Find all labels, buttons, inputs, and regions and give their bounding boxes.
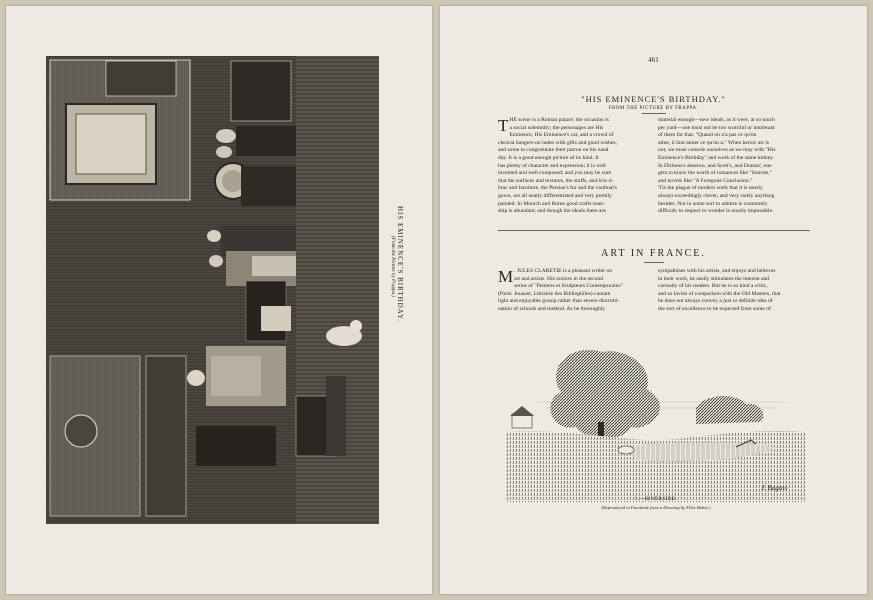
text-line: per yard—one must not be too scornful or intolerant	[658, 124, 775, 131]
text-line: has plenty of character and expression; it is well	[498, 162, 606, 169]
article1-title: "HIS EMINENCE'S BIRTHDAY."	[581, 94, 726, 104]
text-line: sympathises with his artists, and enjoys and believes	[658, 268, 776, 274]
article2-title: ART IN FRANCE.	[601, 248, 706, 259]
text-line: not, we must console ourselves as we may with "His	[658, 147, 776, 154]
text-line: in their work, he easily stimulates the interest and	[658, 275, 770, 282]
text-line: series of "Peintres et Sculpteurs Contemporains"	[514, 283, 623, 290]
text-line: day. It is a good enough picture of its kind. It	[498, 154, 599, 161]
text-line: . JULES CLARETIE is a pleasant writer on	[514, 268, 612, 274]
article2-column-1	[498, 268, 650, 314]
section-divider	[498, 230, 810, 231]
article1-column-2	[658, 117, 810, 216]
text-line: HE scene is a Roman palace; the occasion is	[509, 117, 609, 123]
text-line: (Paris: Jouaust, Librairie des Bibliophiles) contain	[498, 290, 611, 297]
riverside-figure	[506, 332, 806, 510]
text-line: painted. In Munich and Rome good crafts-man-	[498, 200, 605, 207]
text-line: and novels like "A Foregone Conclusion."	[658, 177, 753, 184]
article1-dropcap: T	[498, 116, 509, 135]
text-line: Eminence's Birthday" and work of the same kidney.	[658, 154, 775, 161]
text-line: clerical hangers-on laden with gifts and good wishes,	[498, 139, 617, 146]
text-line: he does not always convey a just or definite idea of	[658, 298, 773, 305]
text-line: art and artists. His notices in the second	[514, 275, 603, 282]
text-line: gets to know the worth of romances like "Sunrise,"	[658, 170, 773, 177]
plate-caption-credit: (From the Picture by Frappa.)	[390, 236, 395, 297]
text-line: Eminence, His Eminence's cat, and a crowd of	[509, 132, 614, 139]
plate-caption-title: HIS EMINENCE'S BIRTHDAY.	[396, 206, 404, 323]
text-line: brac and furniture, the Persian's fur and the cardinal's	[498, 185, 617, 192]
title-rule	[642, 113, 666, 114]
artist-signature: J. Bagnis	[761, 484, 788, 492]
text-line: 'Tis the plague of modern work that it is nearly	[658, 185, 763, 192]
plate-caption	[390, 206, 414, 406]
text-line: light and enjoyable gossip rather than severe discrimi-	[498, 298, 620, 305]
text-line: and so lavish of comparison with the Old Masters, that	[658, 290, 781, 297]
figure-credit: (Reproduced in Facsimile from a Drawing by Félix Buhot.)	[601, 505, 711, 510]
text-line: curiosity of his readers. But he is so kind a critic,	[658, 283, 768, 290]
text-line: difficult; to respect or wonder is mostly impossible.	[658, 208, 774, 215]
right-page	[440, 6, 867, 594]
text-line: In Dickens's absence, and Scott's, and Dumas', one	[658, 162, 772, 169]
engraving-plate	[46, 56, 379, 524]
article2-column-2	[658, 268, 810, 314]
text-line: besides. Not in some sort to admire is commonly	[658, 200, 768, 207]
text-line: material enough—new ideals, as it were, at so much	[658, 117, 775, 123]
text-line: a social solemnity; the personages are His	[509, 124, 604, 131]
left-page	[6, 6, 432, 594]
text-line: gown, are all neatly differentiated and very prettily	[498, 192, 612, 199]
page-number: 461	[648, 56, 659, 64]
text-line: of them for that. "Quand on n'a pas ce qu'on	[658, 132, 757, 139]
figure-caption: 1.—RIVERSIDE.	[634, 497, 678, 502]
text-line: ship is abundant; and though the ideals there are	[498, 208, 606, 215]
article1-column-1	[498, 117, 650, 216]
text-line: always exceedingly clever, and very rarely anything	[658, 192, 775, 199]
article2-dropcap: M	[498, 267, 514, 286]
text-line: nation of schools and method. As he thoroughly	[498, 305, 606, 312]
title-rule	[644, 262, 664, 263]
text-line: and some to congratulate their patron on his natal	[498, 147, 609, 154]
riverside-etching	[506, 332, 806, 502]
text-line: the sort of excellence to be expected from some of	[658, 305, 771, 312]
text-line: that the surfaces and textures, the stuffs, and bric-à-	[498, 177, 614, 184]
article1-subtitle: FROM THE PICTURE BY FRAPPA.	[608, 106, 699, 111]
engraving-illustration	[46, 56, 379, 524]
text-line: aime, il faut aimer ce qu'on a." When heroic art is	[658, 139, 769, 146]
text-line: invented and well composed; and you may be sure	[498, 170, 612, 177]
